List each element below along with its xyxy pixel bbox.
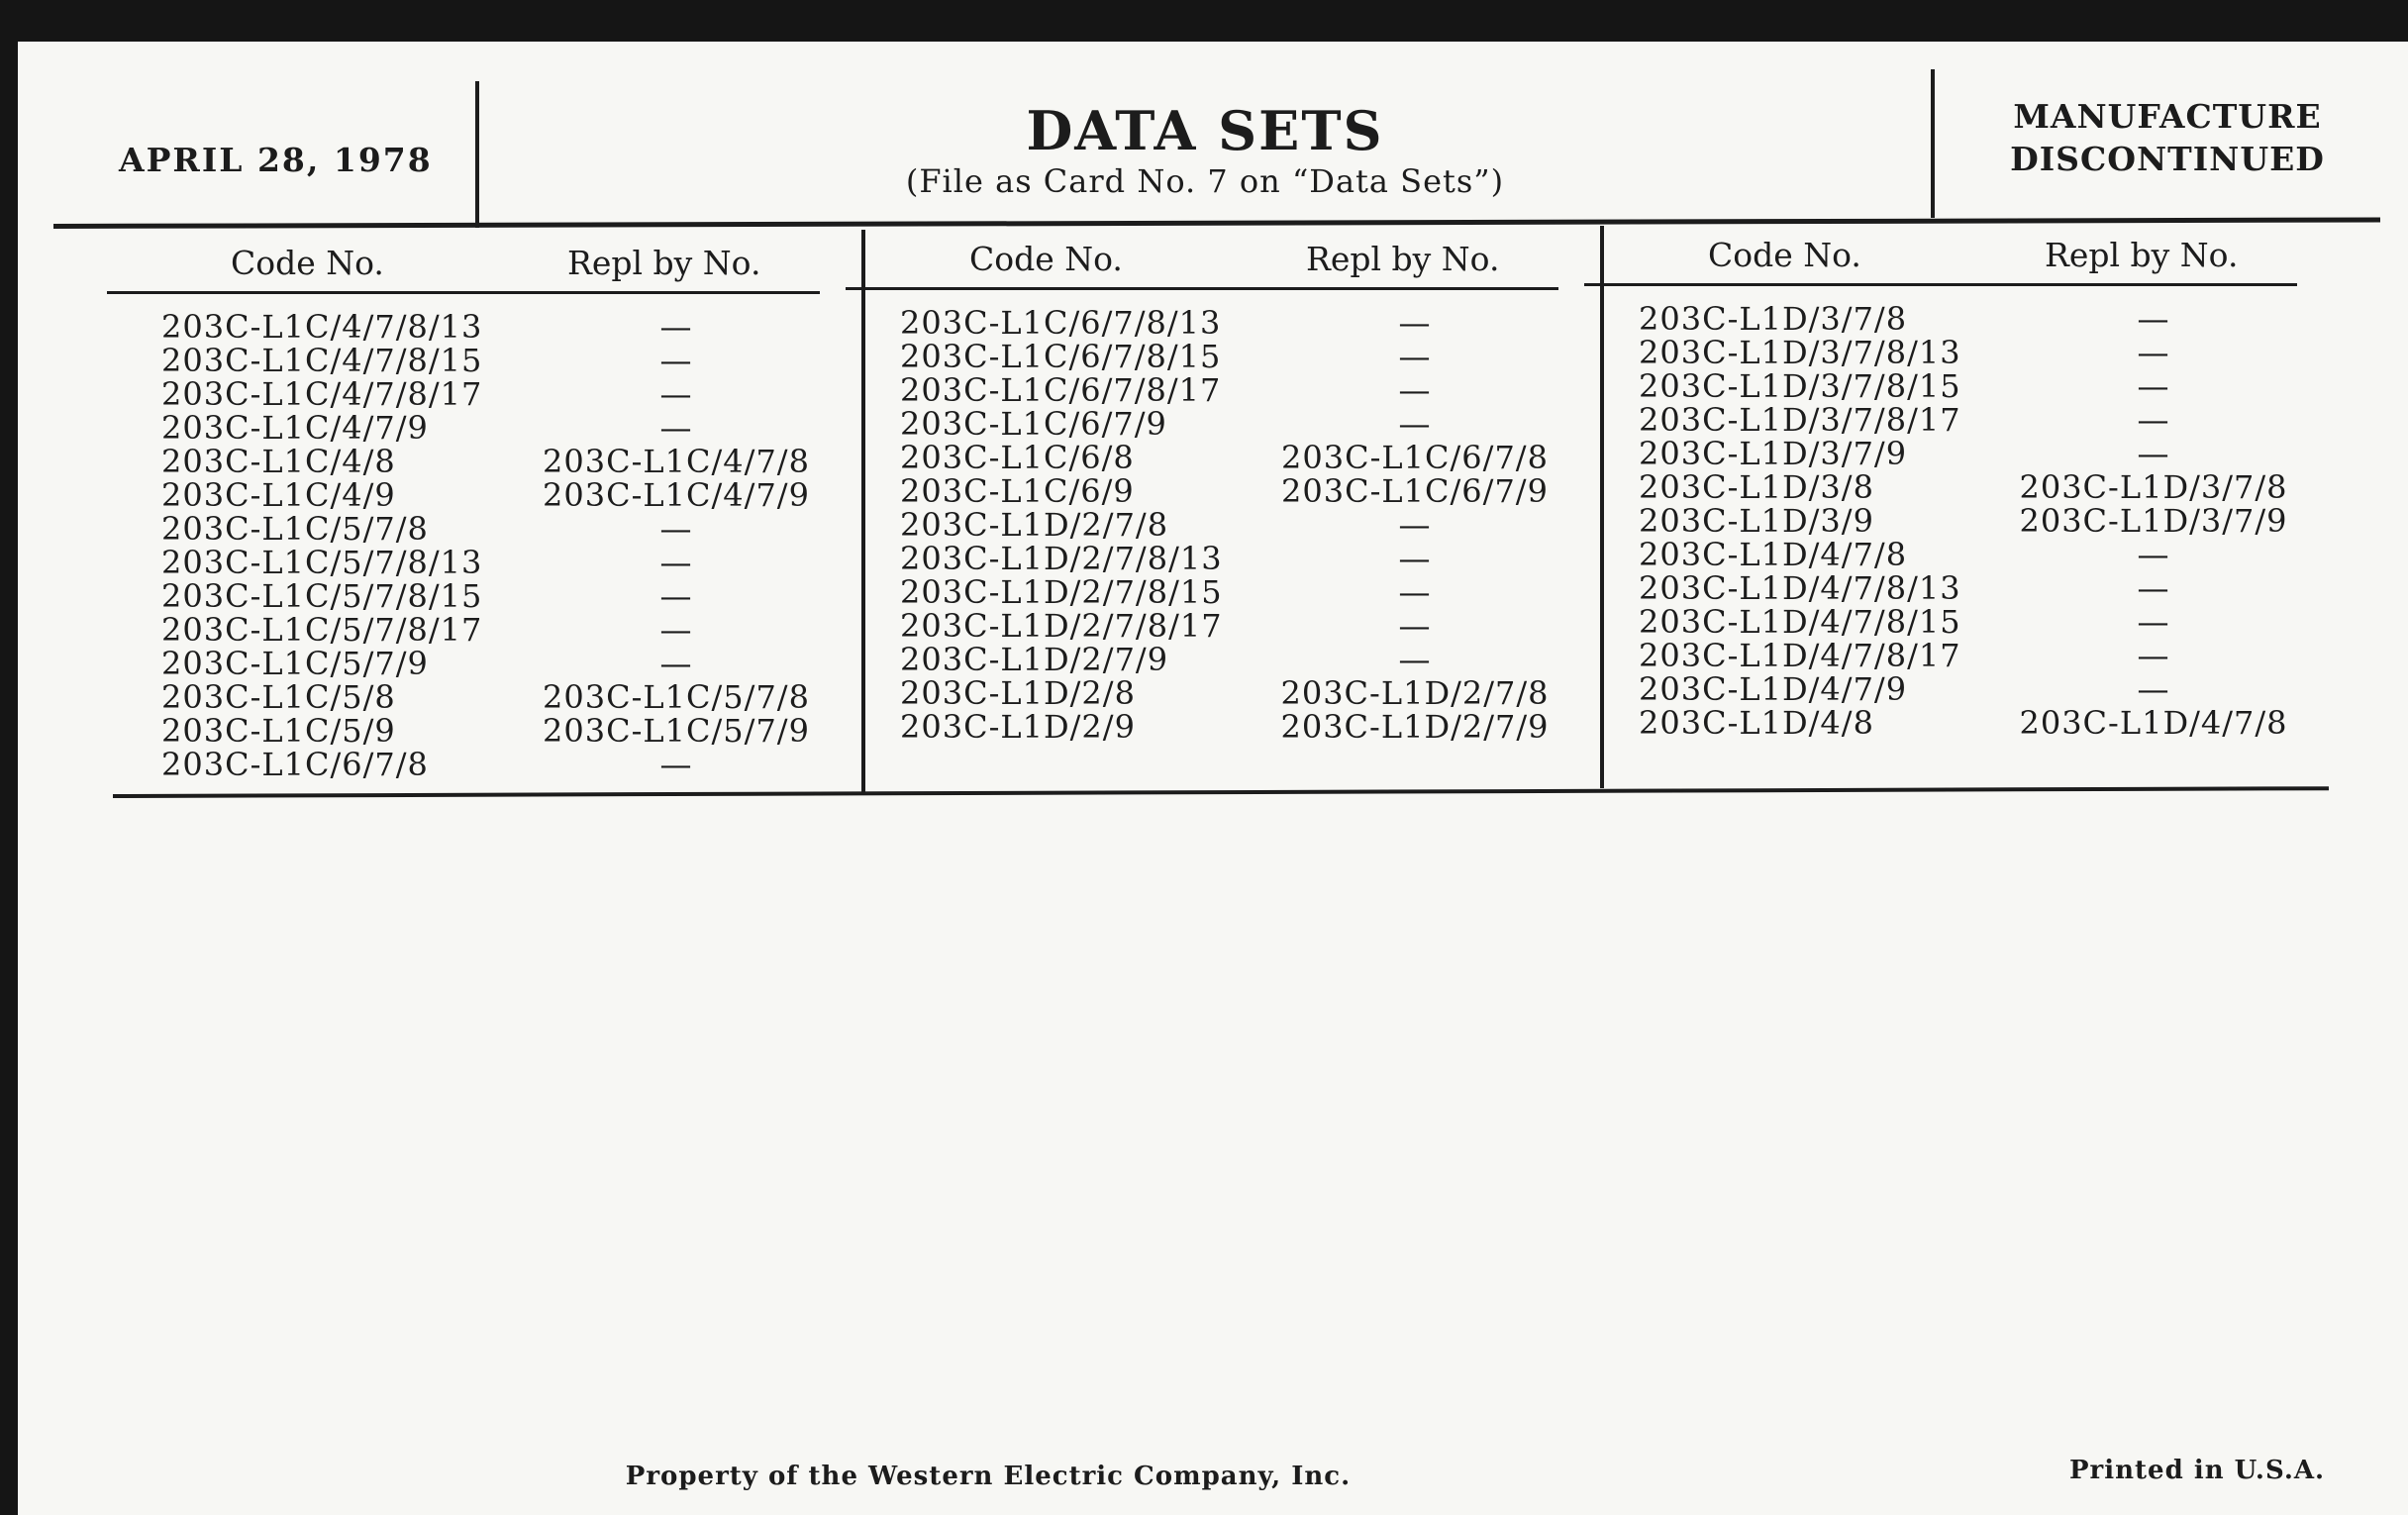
card-title: DATA SETS xyxy=(1026,99,1384,162)
code-cell: 203C-L1D/2/7/9 xyxy=(900,641,1169,678)
code-cell: 203C-L1C/4/7/8/13 xyxy=(161,308,483,346)
header-underline xyxy=(1584,283,2297,286)
repl-cell: — xyxy=(659,375,693,413)
repl-cell: 203C-L1D/3/7/8 xyxy=(2019,468,2288,506)
repl-cell: — xyxy=(1398,405,1432,443)
repl-cell: — xyxy=(659,611,693,649)
table-row xyxy=(107,678,820,716)
repl-cell: — xyxy=(659,409,693,447)
repl-cell: — xyxy=(659,746,693,783)
column-header-code: Code No. xyxy=(231,244,384,282)
panel-header xyxy=(1584,228,2297,283)
table-row xyxy=(846,708,1558,746)
table-row xyxy=(1584,468,2297,506)
table-row xyxy=(846,674,1558,712)
code-cell: 203C-L1D/2/7/8/17 xyxy=(900,607,1223,645)
repl-cell: 203C-L1D/2/7/8 xyxy=(1280,674,1550,712)
table-row xyxy=(107,611,820,649)
table-row xyxy=(846,439,1558,476)
code-cell: 203C-L1D/2/7/8 xyxy=(900,506,1169,544)
repl-cell: 203C-L1D/4/7/8 xyxy=(2019,704,2288,742)
code-cell: 203C-L1D/3/7/8 xyxy=(1639,300,1908,338)
repl-cell: — xyxy=(659,645,693,682)
repl-cell: — xyxy=(2137,670,2170,708)
code-cell: 203C-L1C/4/9 xyxy=(161,476,396,514)
repl-cell: — xyxy=(1398,573,1432,611)
code-cell: 203C-L1D/2/7/8/13 xyxy=(900,540,1223,577)
code-cell: 203C-L1C/5/7/8/13 xyxy=(161,544,483,581)
repl-cell: — xyxy=(1398,607,1432,645)
code-cell: 203C-L1C/6/7/8/15 xyxy=(900,338,1222,375)
table-row xyxy=(846,573,1558,611)
table-row xyxy=(1584,334,2297,371)
repl-cell: — xyxy=(2137,334,2170,371)
status-line-2: DISCONTINUED xyxy=(2010,140,2325,178)
printed-notice: Printed in U.S.A. xyxy=(2069,1456,2326,1485)
repl-cell: 203C-L1C/4/7/9 xyxy=(543,476,810,514)
repl-cell: — xyxy=(2137,637,2170,674)
repl-cell: 203C-L1C/6/7/8 xyxy=(1281,439,1549,476)
repl-cell: — xyxy=(659,544,693,581)
card-date: APRIL 28, 1978 xyxy=(119,141,433,179)
status-label xyxy=(1935,95,2400,180)
column-header-code: Code No. xyxy=(969,240,1123,278)
table-row xyxy=(846,371,1558,409)
status-line-1: MANUFACTURE xyxy=(2013,97,2322,136)
code-cell: 203C-L1C/6/7/8/17 xyxy=(900,371,1222,409)
code-cell: 203C-L1C/6/8 xyxy=(900,439,1135,476)
table-panel-2 xyxy=(846,232,1558,746)
repl-cell: — xyxy=(659,577,693,615)
table-row xyxy=(107,375,820,413)
repl-cell: — xyxy=(1398,304,1432,342)
table-row xyxy=(1584,704,2297,742)
code-cell: 203C-L1C/4/8 xyxy=(161,443,396,480)
repl-cell: — xyxy=(1398,506,1432,544)
repl-cell: — xyxy=(2137,401,2170,439)
repl-cell: 203C-L1D/3/7/9 xyxy=(2019,502,2288,540)
code-cell: 203C-L1C/5/7/8/17 xyxy=(161,611,483,649)
column-header-repl: Repl by No. xyxy=(567,244,761,282)
card-subtitle: (File as Card No. 7 on “Data Sets”) xyxy=(905,162,1505,200)
panel-header xyxy=(846,232,1558,287)
table-panel-1 xyxy=(107,236,820,783)
table-row xyxy=(1584,569,2297,607)
repl-cell: — xyxy=(1398,371,1432,409)
code-cell: 203C-L1C/4/7/8/17 xyxy=(161,375,483,413)
property-notice: Property of the Western Electric Company, Inc. xyxy=(625,1462,1352,1491)
table-row xyxy=(107,544,820,581)
table-row xyxy=(1584,502,2297,540)
code-cell: 203C-L1C/6/7/9 xyxy=(900,405,1167,443)
code-cell: 203C-L1D/4/7/8/15 xyxy=(1639,603,1961,641)
column-header-code: Code No. xyxy=(1708,236,1861,274)
repl-cell: 203C-L1C/5/7/9 xyxy=(543,712,810,750)
table-row xyxy=(107,443,820,480)
code-cell: 203C-L1D/3/7/8/15 xyxy=(1639,367,1961,405)
table-row xyxy=(846,607,1558,645)
table-row xyxy=(107,712,820,750)
table-row xyxy=(1584,536,2297,573)
table-row xyxy=(107,409,820,447)
panel-rows xyxy=(1584,300,2297,742)
repl-cell: — xyxy=(2137,300,2170,338)
header-underline xyxy=(107,291,820,294)
table-row xyxy=(107,577,820,615)
repl-cell: — xyxy=(2137,569,2170,607)
code-cell: 203C-L1D/3/8 xyxy=(1639,468,1874,506)
table-row xyxy=(846,304,1558,342)
table-row xyxy=(1584,637,2297,674)
code-cell: 203C-L1D/2/7/8/15 xyxy=(900,573,1223,611)
repl-cell: — xyxy=(1398,641,1432,678)
table-row xyxy=(1584,603,2297,641)
code-cell: 203C-L1D/4/7/8 xyxy=(1639,536,1908,573)
table-row xyxy=(846,472,1558,510)
table-row xyxy=(1584,300,2297,338)
table-row xyxy=(1584,401,2297,439)
table-row xyxy=(846,405,1558,443)
repl-cell: — xyxy=(659,510,693,548)
panel-rows xyxy=(846,304,1558,746)
code-cell: 203C-L1D/3/7/8/17 xyxy=(1639,401,1961,439)
table-row xyxy=(1584,435,2297,472)
repl-cell: — xyxy=(2137,367,2170,405)
code-cell: 203C-L1D/3/7/8/13 xyxy=(1639,334,1961,371)
table-row xyxy=(107,746,820,783)
table-row xyxy=(1584,670,2297,708)
repl-cell: — xyxy=(659,308,693,346)
table-panel-3 xyxy=(1584,228,2297,742)
code-cell: 203C-L1C/5/8 xyxy=(161,678,396,716)
table-row xyxy=(107,342,820,379)
code-cell: 203C-L1D/4/7/8/17 xyxy=(1639,637,1961,674)
repl-cell: 203C-L1D/2/7/9 xyxy=(1280,708,1550,746)
code-cell: 203C-L1D/4/7/9 xyxy=(1639,670,1908,708)
repl-cell: — xyxy=(1398,540,1432,577)
code-cell: 203C-L1D/2/9 xyxy=(900,708,1136,746)
column-header-repl: Repl by No. xyxy=(1306,240,1500,278)
table-bottom-rule xyxy=(113,786,2329,798)
table-row xyxy=(107,308,820,346)
table-row xyxy=(846,506,1558,544)
code-cell: 203C-L1D/3/7/9 xyxy=(1639,435,1908,472)
code-cell: 203C-L1C/4/7/8/15 xyxy=(161,342,483,379)
table-row xyxy=(1584,367,2297,405)
code-cell: 203C-L1D/2/8 xyxy=(900,674,1136,712)
repl-cell: 203C-L1C/4/7/8 xyxy=(543,443,810,480)
code-cell: 203C-L1C/5/7/9 xyxy=(161,645,429,682)
panel-header xyxy=(107,236,820,291)
table-row xyxy=(846,338,1558,375)
table-row xyxy=(846,540,1558,577)
code-cell: 203C-L1C/6/7/8/13 xyxy=(900,304,1222,342)
header-underline xyxy=(846,287,1558,290)
table-row xyxy=(846,641,1558,678)
repl-cell: 203C-L1C/6/7/9 xyxy=(1281,472,1549,510)
repl-cell: — xyxy=(2137,603,2170,641)
repl-cell: — xyxy=(2137,435,2170,472)
code-cell: 203C-L1C/5/9 xyxy=(161,712,396,750)
code-cell: 203C-L1D/3/9 xyxy=(1639,502,1874,540)
column-header-repl: Repl by No. xyxy=(2045,236,2239,274)
table-row xyxy=(107,645,820,682)
code-cell: 203C-L1C/6/9 xyxy=(900,472,1135,510)
code-cell: 203C-L1C/5/7/8 xyxy=(161,510,429,548)
table-row xyxy=(107,510,820,548)
code-cell: 203C-L1C/4/7/9 xyxy=(161,409,429,447)
repl-cell: 203C-L1C/5/7/8 xyxy=(543,678,810,716)
panel-rows xyxy=(107,308,820,783)
code-cell: 203C-L1D/4/7/8/13 xyxy=(1639,569,1961,607)
code-cell: 203C-L1D/4/8 xyxy=(1639,704,1874,742)
table-row xyxy=(107,476,820,514)
repl-cell: — xyxy=(1398,338,1432,375)
data-sets-card xyxy=(18,42,2408,1515)
code-cell: 203C-L1C/6/7/8 xyxy=(161,746,429,783)
code-cell: 203C-L1C/5/7/8/15 xyxy=(161,577,483,615)
repl-cell: — xyxy=(659,342,693,379)
repl-cell: — xyxy=(2137,536,2170,573)
